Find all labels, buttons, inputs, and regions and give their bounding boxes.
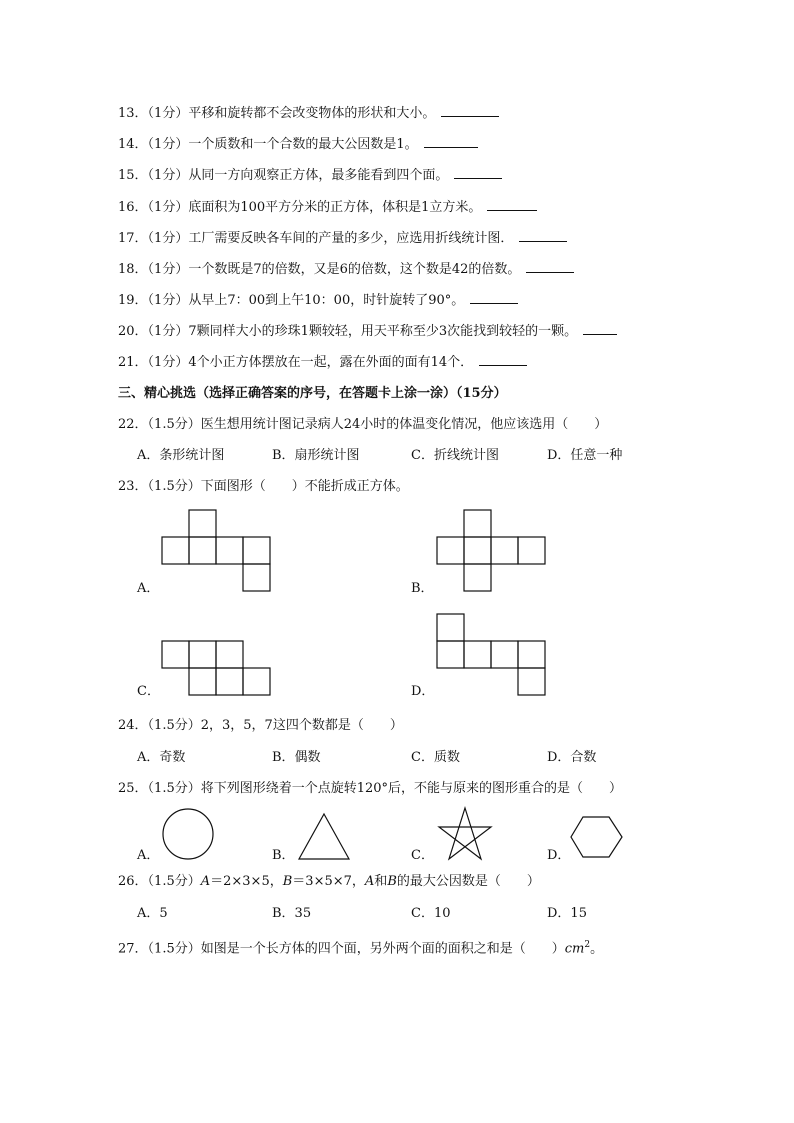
question-number: 26． [118,874,148,889]
option-d[interactable]: D．15 [547,906,587,921]
cube-net-b-figure [437,510,547,594]
question-24 [118,717,403,735]
net-square [162,641,189,668]
net-square [437,614,464,641]
question-text: 底面积为100平方分米的正方体，体积是1立方米。 [188,200,482,215]
net-square [464,537,491,564]
equation-a: ＝2×3×5， [210,874,283,889]
question-score: （1分） [147,231,189,246]
question-score: （1.5分） [147,874,201,889]
cube-net-c-figure [162,641,272,699]
question-19 [118,291,518,310]
net-square [216,537,243,564]
option-c[interactable]: C．折线统计图 [411,448,499,463]
unit-exponent: 2 [584,940,591,950]
net-square [189,537,216,564]
net-square [243,564,270,591]
triangle-figure [297,813,351,861]
question-number: 25． [118,781,148,796]
net-square [243,668,270,695]
option-d-label[interactable]: D． [411,684,435,699]
question-text: 将下列图形绕着一个点旋转120°后，不能与原来的图形重合的是（ ） [200,781,623,796]
question-number: 22． [118,417,148,432]
net-square [437,537,464,564]
end-punct: 。 [590,941,604,957]
question-score: （1.5分） [147,417,201,432]
net-square [518,537,545,564]
question-number: 14． [118,137,148,152]
question-14 [118,135,478,154]
question-21 [118,353,527,372]
variable-a: A [364,874,375,889]
question-18 [118,260,574,279]
option-b[interactable]: B．偶数 [272,750,321,765]
question-number: 16． [118,200,148,215]
answer-blank[interactable] [479,353,527,366]
question-number: 21． [118,355,148,370]
question-score: （1.5分） [147,718,201,733]
net-square [464,564,491,591]
net-square [162,537,189,564]
question-text: 7颗同样大小的珍珠1颗较轻，用天平称至少3次能找到较轻的一颗。 [188,324,578,339]
question-score: （1.5分） [147,479,201,494]
star-figure [436,806,494,862]
question-15 [118,166,502,185]
question-number: 13． [118,106,148,121]
variable-b: B [387,874,397,889]
question-score: （1分） [147,106,189,121]
option-b[interactable]: B．35 [272,906,312,921]
question-score: （1分） [147,262,189,277]
circle-figure [162,808,216,862]
question-17 [118,229,567,248]
option-b[interactable]: B．扇形统计图 [272,448,360,463]
question-text: 工厂需要反映各车间的产量的多少，应选用折线统计图． [188,231,514,246]
net-square [216,641,243,668]
option-a-label[interactable]: A． [137,848,160,863]
question-score: （1.5分） [147,781,201,796]
answer-blank[interactable] [470,291,518,304]
question-text: 2，3，5，7这四个数都是（ ） [200,718,403,733]
question-score: （1分） [147,293,189,308]
conjunction: 和 [374,874,388,889]
answer-blank[interactable] [454,166,502,179]
unit: cm [564,941,585,957]
option-d[interactable]: D．任意一种 [547,448,623,463]
option-d-label[interactable]: D． [547,848,571,863]
question-23 [118,478,409,496]
question-text: 平移和旋转都不会改变物体的形状和大小。 [188,106,436,121]
question-16 [118,198,537,217]
question-score: （1.5分） [147,941,201,957]
question-number: 19． [118,293,148,308]
question-number: 17． [118,231,148,246]
question-number: 18． [118,262,148,277]
answer-blank[interactable] [424,135,478,148]
question-text: 4个小正方体摆放在一起，露在外面的面有14个． [188,355,474,370]
net-square [189,668,216,695]
section-title: 三、精心挑选（选择正确答案的序号，在答题卡上涂一涂）（15分） [118,386,507,401]
option-c-label[interactable]: C． [411,848,434,863]
question-number: 27． [118,941,148,957]
option-c[interactable]: C．10 [411,906,451,921]
answer-blank[interactable] [526,260,574,273]
net-square [464,641,491,668]
net-square [189,510,216,537]
question-score: （1分） [147,168,189,183]
option-c-label[interactable]: C． [137,684,160,699]
question-20 [118,322,617,341]
question-score: （1分） [147,137,189,152]
question-text: 一个质数和一个合数的最大公因数是1。 [188,137,418,152]
net-square [518,668,545,695]
option-a-label[interactable]: A． [137,581,160,596]
net-square [518,641,545,668]
question-26 [118,873,540,891]
net-square [491,641,518,668]
question-text: 的最大公因数是（ ） [396,874,540,889]
option-b-label[interactable]: B． [411,581,434,596]
option-a[interactable]: A．条形统计图 [137,448,225,463]
question-27 [118,936,603,958]
question-score: （1分） [147,355,189,370]
answer-blank[interactable] [441,104,499,117]
question-text: 从早上7：00到上午10：00，时针旋转了90°。 [188,293,465,308]
question-text: 从同一方向观察正方体，最多能看到四个面。 [188,168,449,183]
variable-b: B [282,874,293,889]
net-square [216,668,243,695]
question-score: （1分） [147,200,189,215]
option-d[interactable]: D．合数 [547,750,597,765]
hexagon-figure [570,816,624,860]
answer-blank[interactable] [487,198,537,211]
option-c[interactable]: C．质数 [411,750,460,765]
question-score: （1分） [147,324,189,339]
equation-b: ＝3×5×7， [292,874,365,889]
question-25 [118,780,622,798]
option-a[interactable]: A．5 [137,906,168,921]
question-text: 下面图形（ ）不能折成正方体。 [200,479,409,494]
net-square [189,641,216,668]
question-13 [118,104,499,123]
question-text: 一个数既是7的倍数，又是6的倍数，这个数是42的倍数。 [188,262,521,277]
question-text: 医生想用统计图记录病人24小时的体温变化情况，他应该选用（ ） [200,417,608,432]
net-square [464,510,491,537]
option-b-label[interactable]: B． [272,848,295,863]
question-number: 15． [118,168,148,183]
question-number: 23． [118,479,148,494]
variable-a: A [200,874,211,889]
cube-net-a-figure [162,510,272,594]
net-square [243,537,270,564]
net-square [491,537,518,564]
option-a[interactable]: A．奇数 [137,750,186,765]
net-square [437,641,464,668]
question-number: 24． [118,718,148,733]
cube-net-d-figure [437,614,547,698]
question-number: 20． [118,324,148,339]
answer-blank[interactable] [583,322,617,335]
question-22 [118,416,607,434]
answer-blank[interactable] [519,229,567,242]
question-text: 如图是一个长方体的四个面，另外两个面的面积之和是（ ） [200,941,565,957]
